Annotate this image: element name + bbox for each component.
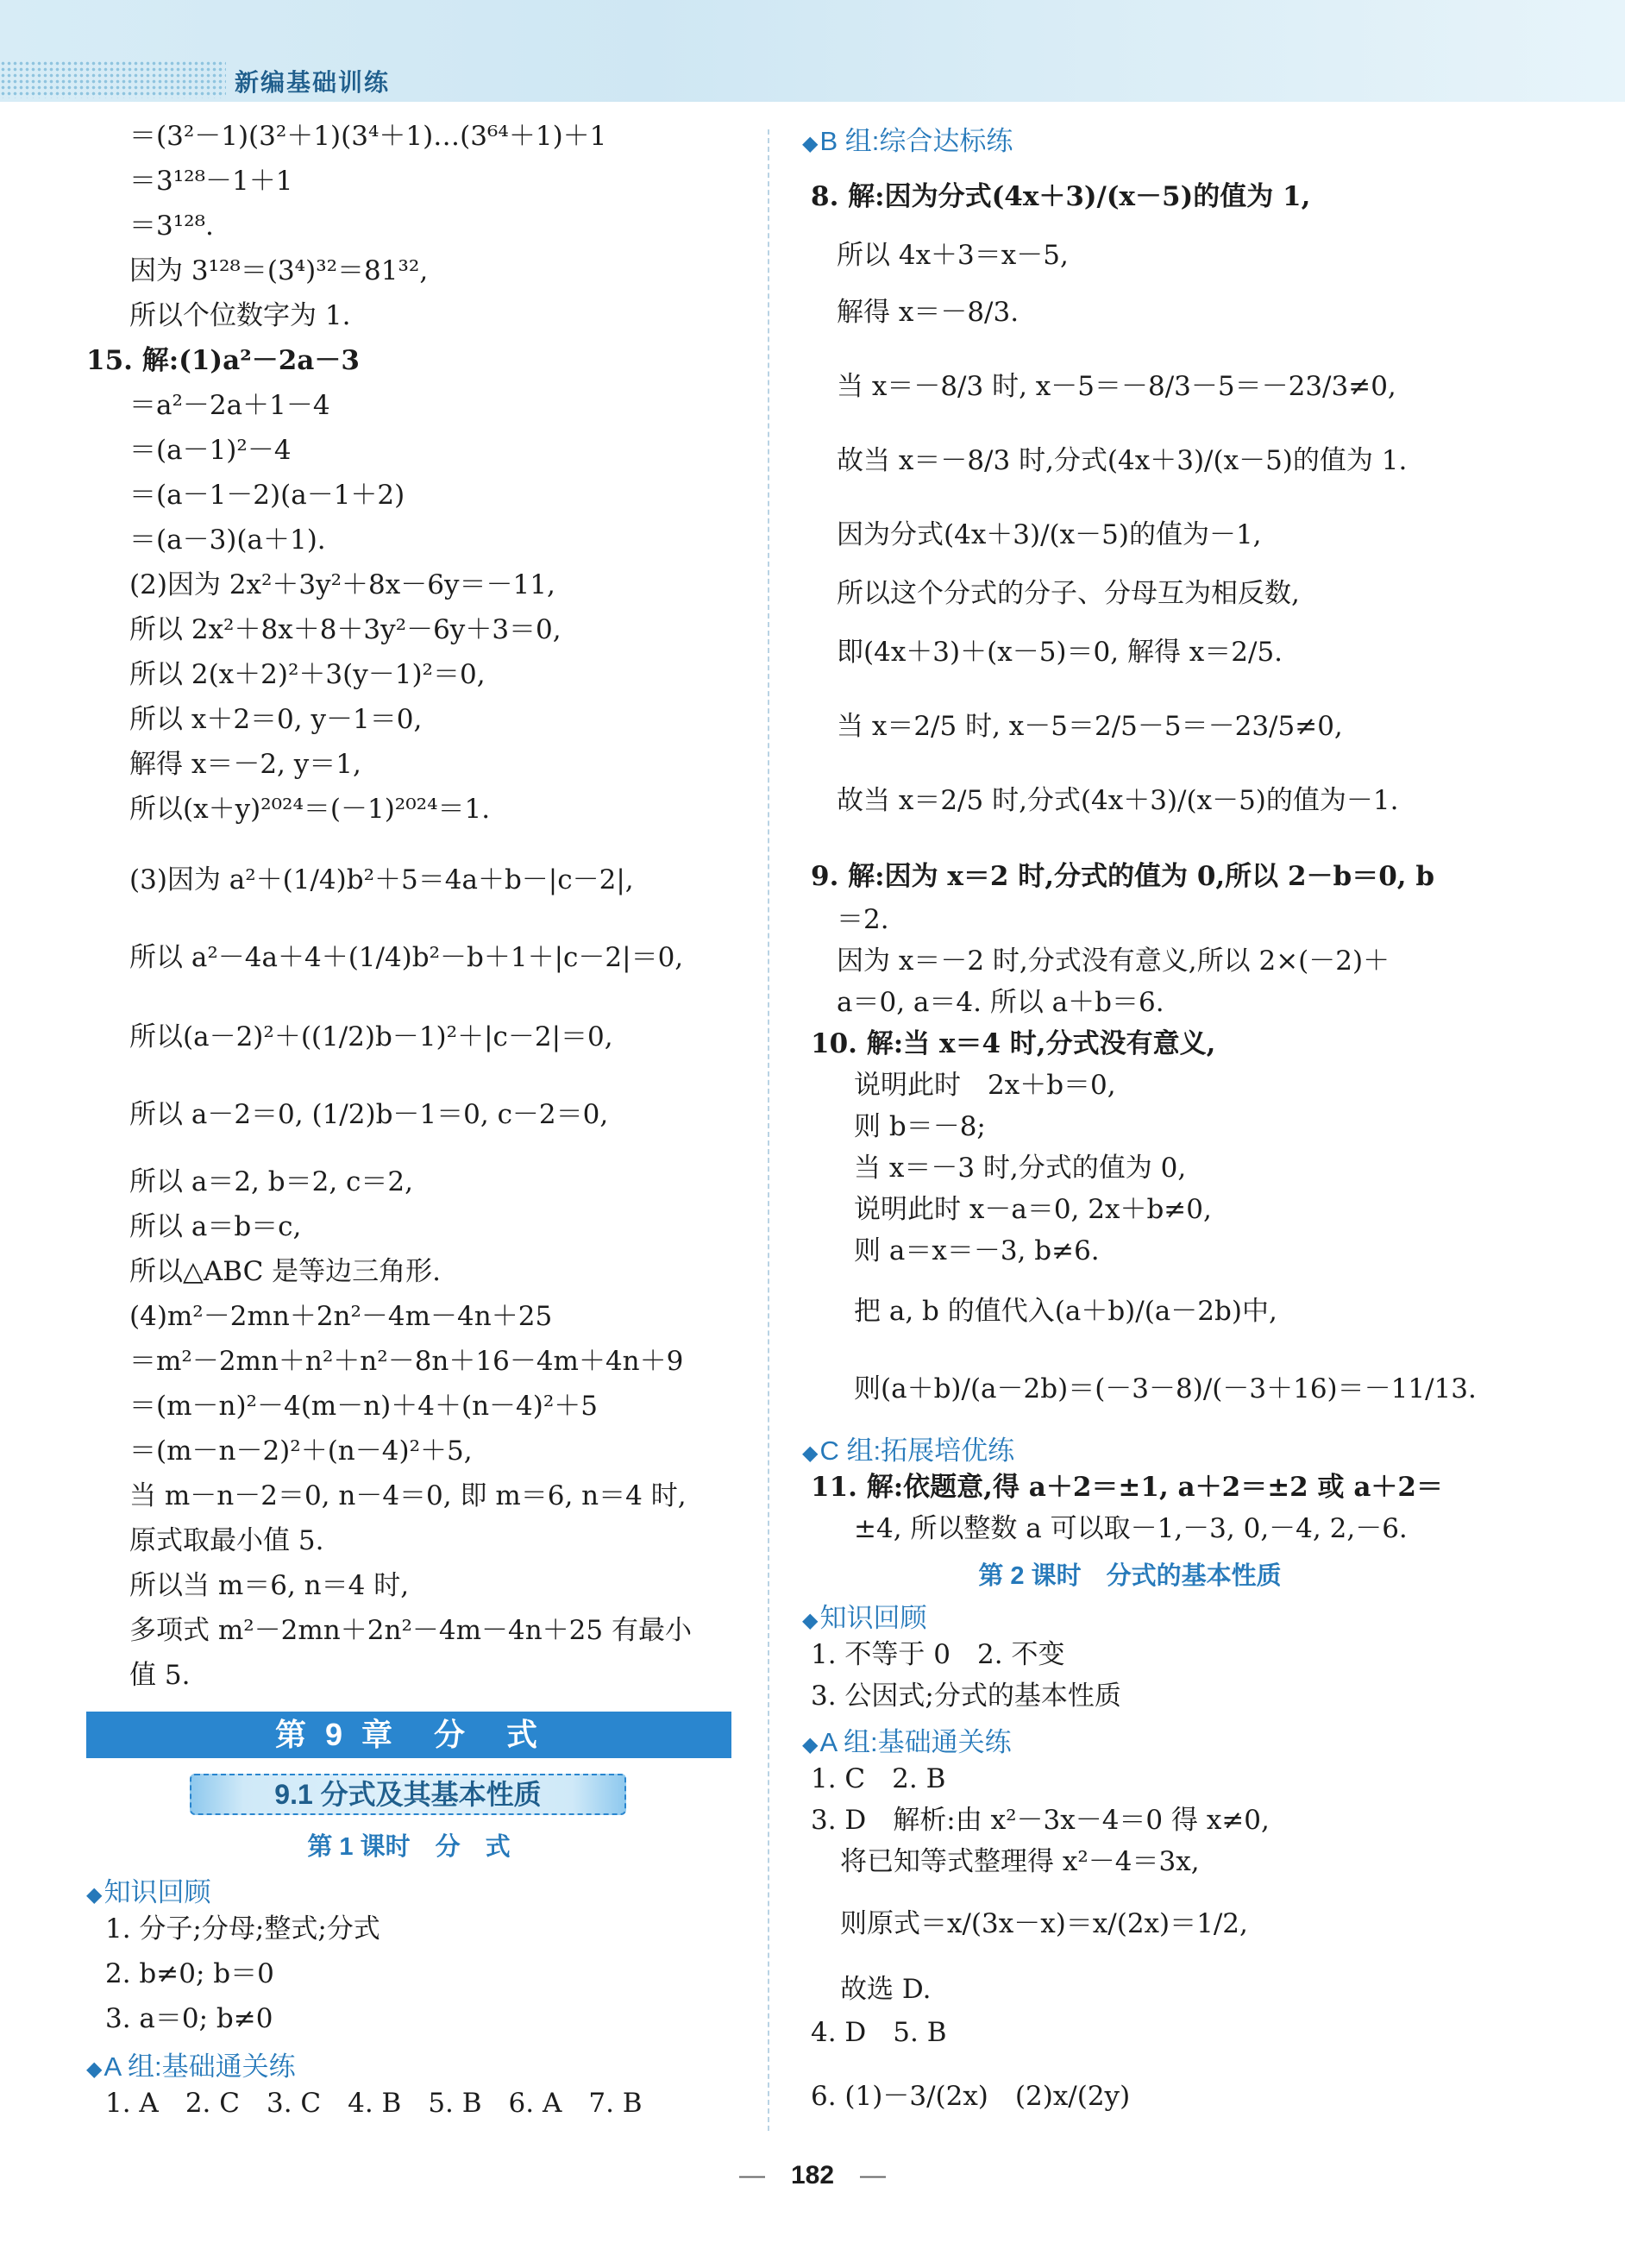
text-line: 故当 x＝－8/3 时,分式(4x＋3)/(x－5)的值为 1. bbox=[837, 445, 1408, 476]
text-line: 所以这个分式的分子、分母互为相反数, bbox=[837, 578, 1300, 609]
diamond-icon: ◆ bbox=[802, 1442, 819, 1465]
text-line: 则 a＝x＝－3, b≠6. bbox=[854, 1235, 1100, 1266]
text-line: ＝(a－1－2)(a－1＋2) bbox=[129, 480, 405, 511]
answer-line: 3. a＝0; b≠0 bbox=[105, 2003, 273, 2034]
text-line: 所以个位数字为 1. bbox=[129, 300, 351, 331]
answer-line: 3. 公因式;分式的基本性质 bbox=[811, 1681, 1121, 1712]
answer-line: 1. C 2. B bbox=[811, 1763, 946, 1794]
section-heading: 9.1 分式及其基本性质 bbox=[190, 1774, 626, 1815]
page-number-dash-right: — bbox=[834, 2161, 887, 2189]
text-line: 所以 a－2＝0, (1/2)b－1＝0, c－2＝0, bbox=[129, 1099, 609, 1130]
text-line: 原式取最小值 5. bbox=[129, 1525, 324, 1556]
answer-line: 1. 不等于 0 2. 不变 bbox=[811, 1639, 1065, 1670]
text-line: 当 m－n－2＝0, n－4＝0, 即 m＝6, n＝4 时, bbox=[129, 1480, 687, 1511]
diamond-icon: ◆ bbox=[802, 132, 819, 155]
text-line: ＝3¹²⁸－1＋1 bbox=[129, 166, 293, 197]
diamond-icon: ◆ bbox=[802, 1609, 819, 1632]
section-label-group-a: ◆A 组:基础通关练 bbox=[802, 1727, 1012, 1757]
text-line: ±4, 所以整数 a 可以取－1,－3, 0,－4, 2,－6. bbox=[854, 1513, 1408, 1544]
text-line: 所以 2x²＋8x＋8＋3y²－6y＋3＝0, bbox=[129, 614, 562, 645]
text-line: ＝(m－n－2)²＋(n－4)²＋5, bbox=[129, 1436, 473, 1467]
answer-line: 6. (1)－3/(2x) (2)x/(2y) bbox=[811, 2081, 1131, 2112]
answer-line: 2. b≠0; b＝0 bbox=[105, 1958, 274, 1989]
text-line: ＝(3²－1)(3²＋1)(3⁴＋1)…(3⁶⁴＋1)＋1 bbox=[129, 121, 607, 152]
diamond-icon: ◆ bbox=[86, 1883, 103, 1907]
text-line: ＝3¹²⁸. bbox=[129, 210, 214, 242]
diamond-icon: ◆ bbox=[802, 1733, 819, 1756]
text-line: (4)m²－2mn＋2n²－4m－4n＋25 bbox=[129, 1301, 553, 1332]
text-line: ＝(m－n)²－4(m－n)＋4＋(n－4)²＋5 bbox=[129, 1391, 598, 1422]
answer-line: 4. D 5. B bbox=[811, 2017, 947, 2048]
text-line: 所以(x＋y)²⁰²⁴＝(－1)²⁰²⁴＝1. bbox=[129, 794, 491, 825]
text-line: (3)因为 a²＋(1/4)b²＋5＝4a＋b－|c－2|, bbox=[129, 864, 634, 895]
text-line: 则(a＋b)/(a－2b)＝(－3－8)/(－3＋16)＝－11/13. bbox=[854, 1373, 1477, 1404]
text-line: ＝m²－2mn＋n²＋n²－8n＋16－4m＋4n＋9 bbox=[129, 1346, 684, 1377]
lesson-1-heading: 第 1 课时 分 式 bbox=[307, 1833, 511, 1861]
text-line: 所以 2(x＋2)²＋3(y－1)²＝0, bbox=[129, 659, 486, 690]
text-line: 说明此时 2x＋b＝0, bbox=[854, 1070, 1116, 1101]
section-label-group-c: ◆C 组:拓展培优练 bbox=[802, 1436, 1015, 1466]
text-line: 因为分式(4x＋3)/(x－5)的值为－1, bbox=[837, 519, 1262, 550]
problem-11: 11. 解:依题意,得 a＋2＝±1, a＋2＝±2 或 a＋2＝ bbox=[811, 1472, 1443, 1503]
text-line: 当 x＝2/5 时, x－5＝2/5－5＝－23/5≠0, bbox=[837, 711, 1343, 742]
header-dot-pattern bbox=[0, 60, 226, 98]
text-line: ＝a²－2a＋1－4 bbox=[129, 390, 330, 421]
text-line: (2)因为 2x²＋3y²＋8x－6y＝－11, bbox=[129, 569, 555, 600]
text-line: 因为 3¹²⁸＝(3⁴)³²＝81³², bbox=[129, 255, 429, 286]
section-label-review: ◆知识回顾 bbox=[86, 1877, 211, 1907]
answer-line: 1. 分子;分母;整式;分式 bbox=[105, 1913, 380, 1944]
page-number: — 182 — bbox=[738, 2161, 887, 2189]
text-line: a＝0, a＝4. 所以 a＋b＝6. bbox=[837, 987, 1164, 1018]
text-line: 即(4x＋3)＋(x－5)＝0, 解得 x＝2/5. bbox=[837, 637, 1283, 668]
text-line: 则 b＝－8; bbox=[854, 1111, 986, 1142]
text-line: 所以当 m＝6, n＝4 时, bbox=[129, 1570, 410, 1601]
page-number-dash-left: — bbox=[738, 2161, 791, 2189]
answer-line: 故选 D. bbox=[840, 1974, 932, 2005]
text-line: 所以 x＋2＝0, y－1＝0, bbox=[129, 704, 423, 735]
answer-line: 则原式＝x/(3x－x)＝x/(2x)＝1/2, bbox=[840, 1908, 1248, 1939]
chapter-heading: 第 9 章 分 式 bbox=[86, 1712, 731, 1758]
problem-8: 8. 解:因为分式(4x＋3)/(x－5)的值为 1, bbox=[811, 181, 1311, 212]
text-line: 所以 a＝2, b＝2, c＝2, bbox=[129, 1166, 413, 1197]
lesson-2-heading: 第 2 课时 分式的基本性质 bbox=[978, 1562, 1282, 1590]
answer-line: 将已知等式整理得 x²－4＝3x, bbox=[840, 1846, 1200, 1877]
text-line: 多项式 m²－2mn＋2n²－4m－4n＋25 有最小 bbox=[129, 1615, 692, 1646]
text-line: 所以(a－2)²＋((1/2)b－1)²＋|c－2|＝0, bbox=[129, 1021, 613, 1052]
text-line: 所以 4x＋3＝x－5, bbox=[837, 240, 1069, 271]
header-book-title: 新编基础训练 bbox=[235, 70, 391, 97]
text-line: ＝(a－3)(a＋1). bbox=[129, 525, 326, 556]
section-label-group-a: ◆A 组:基础通关练 bbox=[86, 2051, 296, 2082]
text-line: 解得 x＝－2, y＝1, bbox=[129, 749, 361, 780]
section-label-group-b: ◆B 组:综合达标练 bbox=[802, 126, 1013, 156]
text-line: 所以△ABC 是等边三角形. bbox=[129, 1256, 442, 1287]
text-line: 所以 a＝b＝c, bbox=[129, 1211, 302, 1242]
text-line: 当 x＝－8/3 时, x－5＝－8/3－5＝－23/3≠0, bbox=[837, 371, 1396, 402]
problem-9: 9. 解:因为 x＝2 时,分式的值为 0,所以 2－b＝0, b bbox=[811, 861, 1435, 892]
answer-line: 1. A 2. C 3. C 4. B 5. B 6. A 7. B bbox=[105, 2088, 643, 2119]
diamond-icon: ◆ bbox=[86, 2058, 103, 2081]
text-line: 把 a, b 的值代入(a＋b)/(a－2b)中, bbox=[854, 1296, 1277, 1327]
text-line: ＝2. bbox=[837, 904, 889, 935]
answer-line: 3. D 解析:由 x²－3x－4＝0 得 x≠0, bbox=[811, 1805, 1270, 1836]
text-line: 当 x＝－3 时,分式的值为 0, bbox=[854, 1153, 1187, 1184]
text-line: 说明此时 x－a＝0, 2x＋b≠0, bbox=[854, 1194, 1212, 1225]
problem-15: 15. 解:(1)a²－2a－3 bbox=[86, 345, 360, 376]
column-divider bbox=[768, 129, 769, 2131]
text-line: ＝(a－1)²－4 bbox=[129, 435, 292, 466]
text-line: 所以 a²－4a＋4＋(1/4)b²－b＋1＋|c－2|＝0, bbox=[129, 942, 684, 973]
text-line: 解得 x＝－8/3. bbox=[837, 297, 1020, 328]
text-line: 因为 x＝－2 时,分式没有意义,所以 2×(－2)＋ bbox=[837, 946, 1390, 977]
text-line: 值 5. bbox=[129, 1660, 191, 1691]
section-label-review: ◆知识回顾 bbox=[802, 1603, 927, 1633]
text-line: 故当 x＝2/5 时,分式(4x＋3)/(x－5)的值为－1. bbox=[837, 785, 1399, 816]
problem-10: 10. 解:当 x＝4 时,分式没有意义, bbox=[811, 1028, 1216, 1059]
